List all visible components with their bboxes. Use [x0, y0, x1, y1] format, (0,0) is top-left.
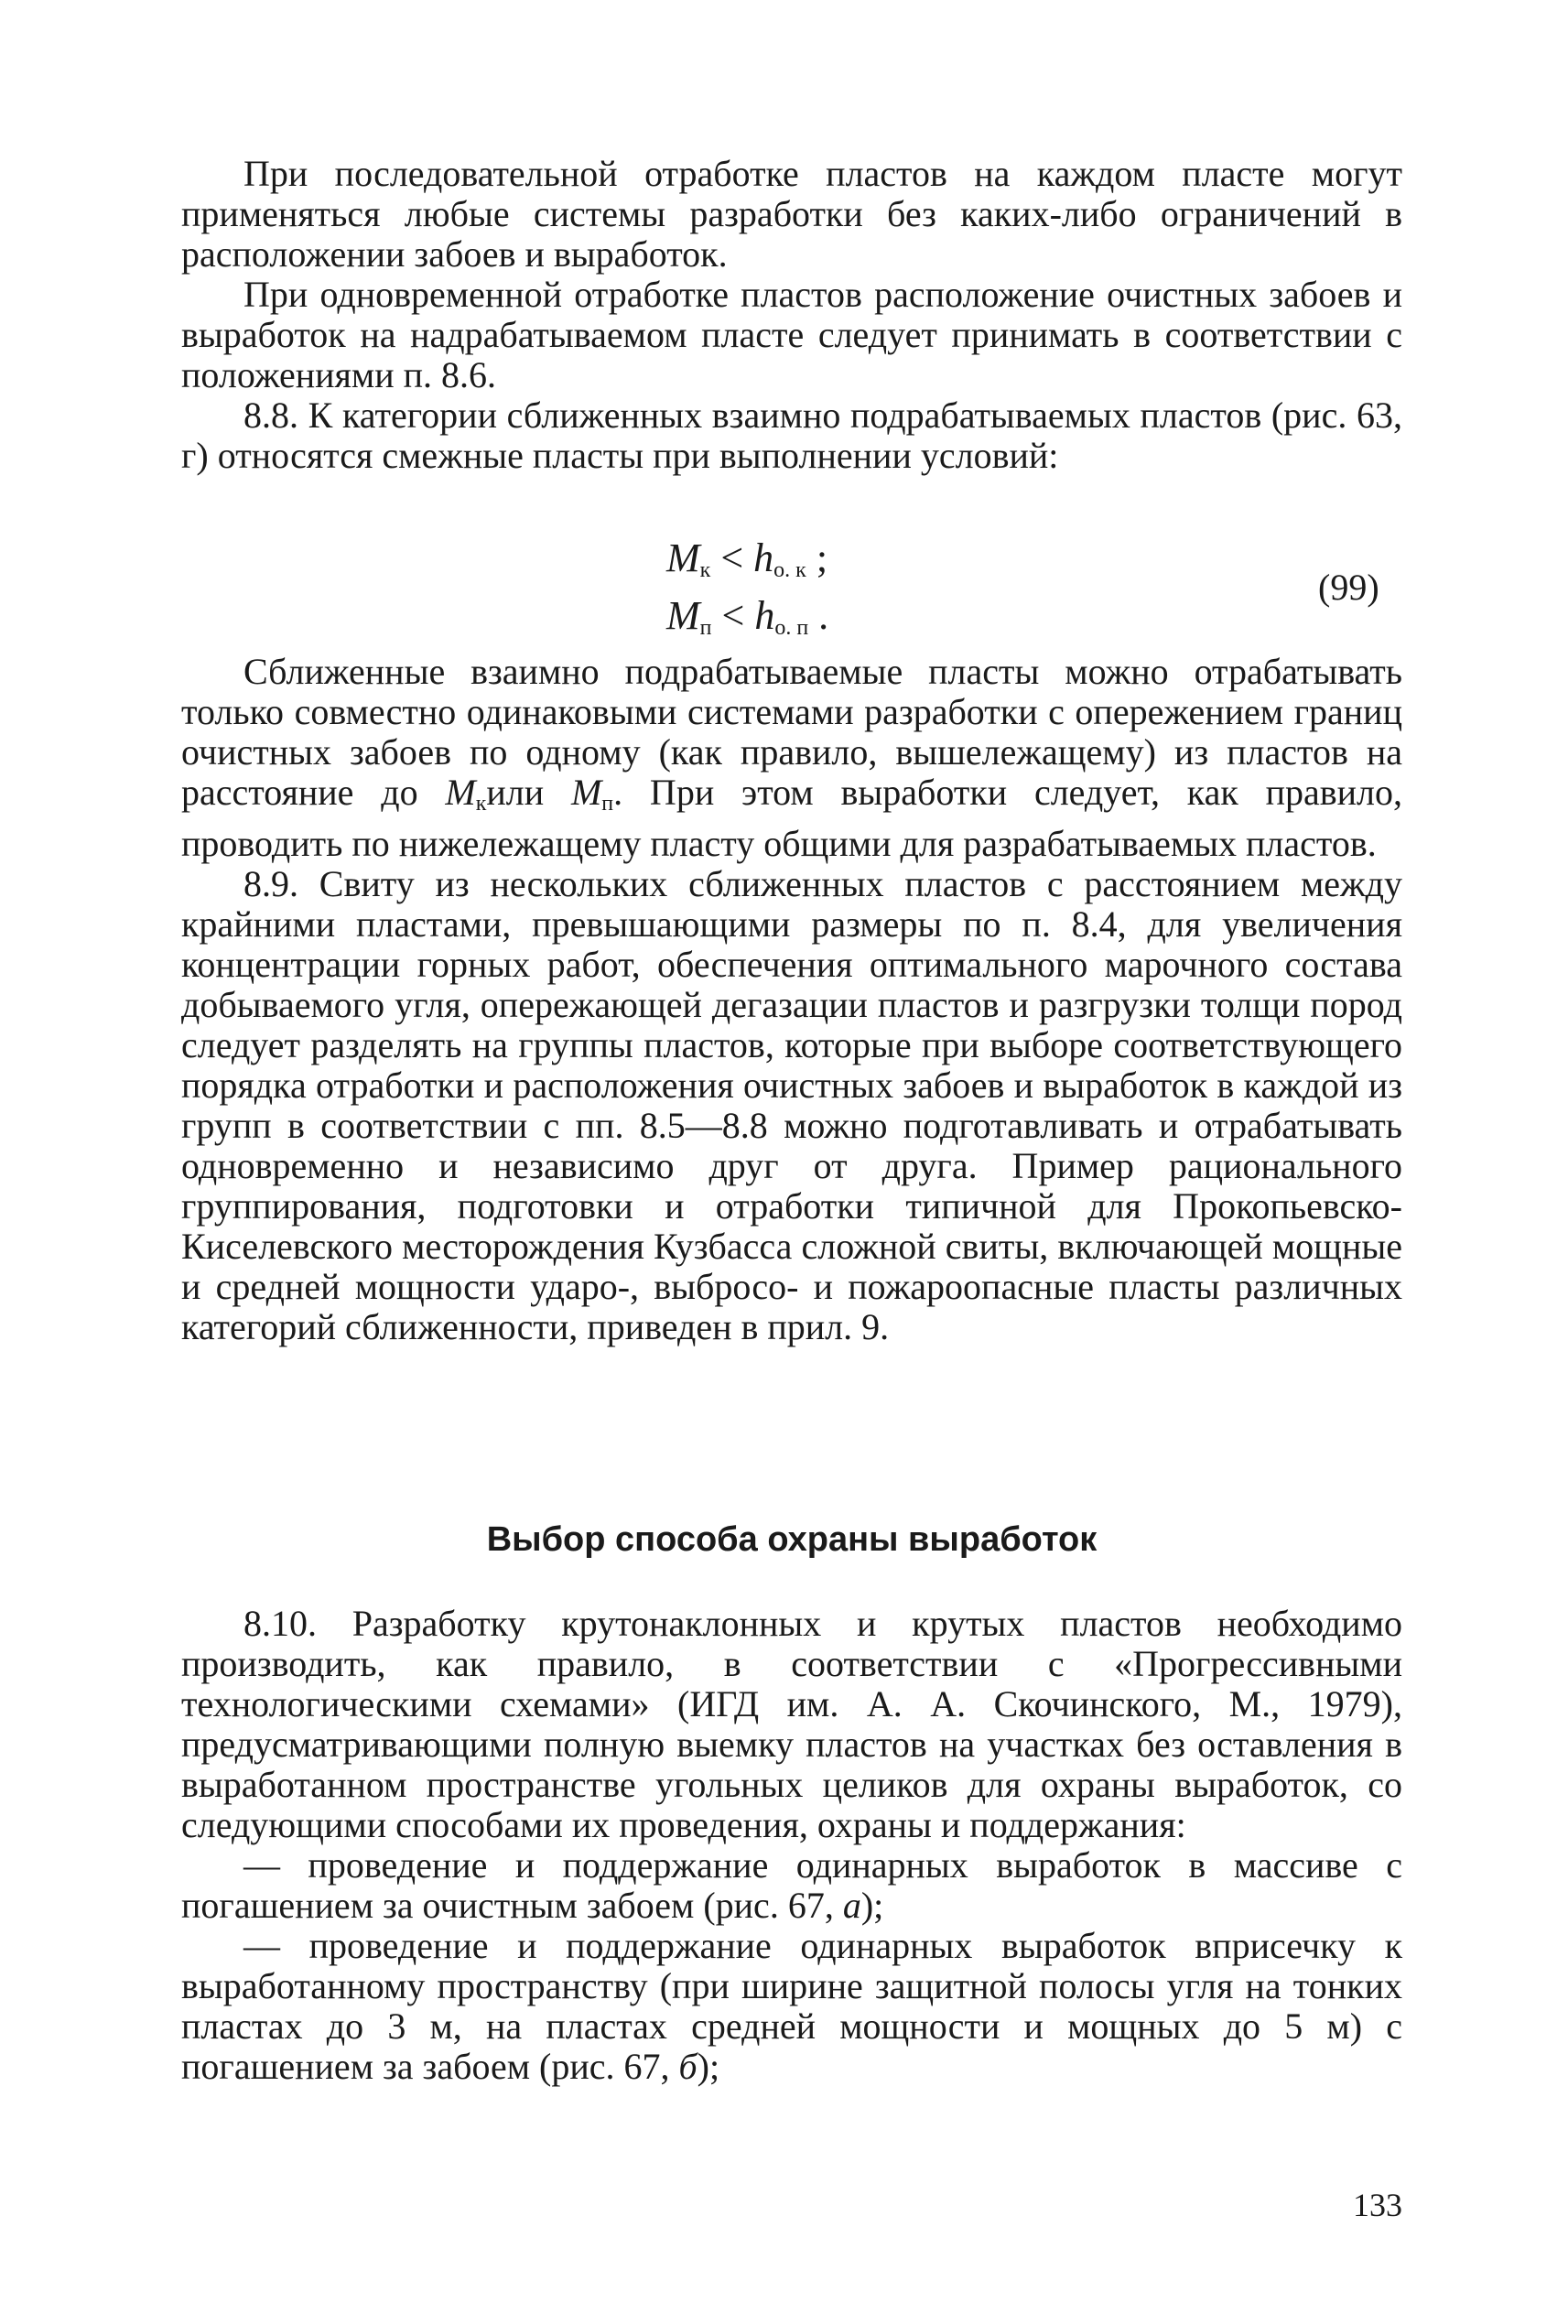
text-run: ); — [860, 1885, 884, 1926]
list-item-single-workings — [181, 1845, 1402, 1926]
equation-number: (99) — [1318, 567, 1379, 608]
formula-end: ; — [806, 535, 828, 580]
text-block-top — [181, 154, 1402, 476]
section-heading: Выбор способа охраны выработок — [486, 1520, 1098, 1559]
formula-sub: о. п — [774, 616, 809, 640]
list-item-adjacent-workings — [181, 1926, 1402, 2087]
text-run: — проведение и поддержание одинарных выработок вприсечку к выработанному пространству (при ширине защитной полосы угля на тонких пластах до 3 м, на пластах средней мощности и мощных до 5 м) с погашением за забоем (рис. 67, — [181, 1925, 1402, 2087]
formula-row-2 — [666, 593, 1124, 651]
formula-var: M — [666, 593, 700, 638]
math-sub: п — [601, 792, 614, 816]
math-var: M — [570, 772, 602, 813]
text-run: . При этом выработки следует, как правило, проводить по нижележащему пласту общими для разрабатываемых пластов. — [181, 772, 1402, 864]
formula-var: h — [753, 535, 774, 580]
formula-var: M — [666, 535, 700, 580]
paragraph-simultaneous-mining: При одновременной отработке пластов расположение очистных забоев и выработок на надрабатываемом пласте следует принимать в соответствии с положениями п. 8.6. — [181, 274, 1402, 395]
formula-row-1 — [666, 535, 1124, 593]
formula-end: . — [808, 593, 829, 638]
text-run: — проведение и поддержание одинарных выработок в массиве с погашением за очистным забоем (рис. 67, — [181, 1844, 1402, 1926]
page-number: 133 — [1353, 2187, 1402, 2223]
math-sub: к — [475, 792, 487, 816]
paragraph-8-10: 8.10. Разработку крутонаклонных и крутых пластов необходимо производить, как правило, в соответствии с «Прогрессивными технологическими схемами» (ИГД им. А. А. Скочинского, М., 1979), предусматривающими полную выемку пластов на участках без оставления в выработанном пространстве угольных целиков для охраны выработок, со следующими способами их проведения, охраны и поддержания: — [181, 1603, 1402, 1845]
paragraph-adjacent-seams — [181, 652, 1402, 864]
formula-99 — [666, 535, 1124, 640]
text-run: Сближенные взаимно подрабатываемые пласты можно отрабатывать только совместно одинаковыми системами разработки с опережением границ очистных забоев по одному (как правило, вышележащему) из пластов на расстояние до — [181, 651, 1402, 813]
paragraph-8-9: 8.9. Свиту из нескольких сближенных пластов с расстоянием между крайними пластами, превышающими размеры по п. 8.4, для увеличения концентрации горных работ, обеспечения оптимального марочного состава добываемого угля, опережающей дегазации пластов и разгрузки толщи пород следует разделять на группы пластов, которые при выборе соответствующего порядка отработки и расположения очистных забоев и выработок в каждой из групп в соответствии с пп. 8.5—8.8 можно подготавливать и отрабатывать одновременно и независимо друг от друга. Пример рационального группирования, подготовки и отработки типичной для Прокопьевско-Киселевского месторождения Кузбасса сложной свиты, включающей мощные и средней мощности ударо-, выбросо- и пожароопасные пласты различных категорий сближенности, приведен в прил. 9. — [181, 863, 1402, 1347]
formula-op: < — [710, 535, 754, 580]
formula-op: < — [711, 593, 755, 638]
text-block-bottom — [181, 1604, 1402, 2087]
text-run: или — [486, 772, 571, 813]
figure-ref: а — [842, 1885, 861, 1926]
math-var: M — [445, 772, 476, 813]
formula-sub: п — [699, 616, 712, 640]
paragraph-sequential-mining: При последовательной отработке пластов на каждом пласте могут применяться любые системы разработки без каких-либо ограничений в расположении забоев и выработок. — [181, 153, 1402, 275]
paragraph-8-8: 8.8. К категории сближенных взаимно подрабатываемых пластов (рис. 63, г) относятся смежные пласты при выполнении условий: — [181, 395, 1402, 476]
text-run: ); — [697, 2046, 720, 2087]
formula-sub: к — [699, 558, 711, 582]
text-block-middle — [181, 652, 1402, 1347]
figure-ref: б — [678, 2046, 697, 2087]
formula-var: h — [754, 593, 775, 638]
formula-sub: о. к — [773, 558, 806, 582]
